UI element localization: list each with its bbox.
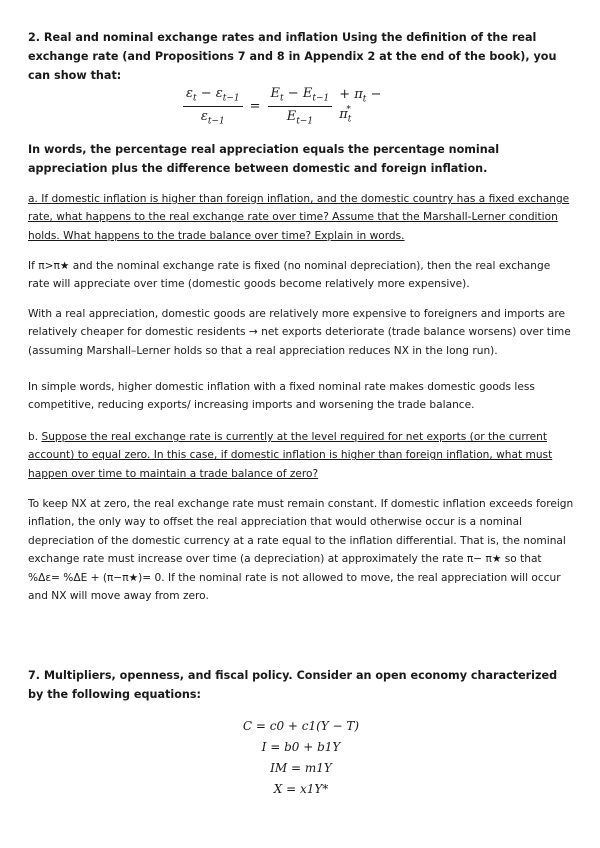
real-exchange-rate-equation: $\frac{\varepsilon_t - \varepsilon_{t-1}}{\varepsilon_{t-1}}$ = $\frac{E_t - E_{t-1}}{E_{t-1}}$ + $\pi_t - \pi_t^*$: [180, 82, 420, 130]
investment-equation: I = b0 + b1Y: [261, 740, 341, 754]
imports-equation: IM = m1Y: [270, 761, 332, 775]
consumption-equation: C = c0 + c1(Y − T): [242, 719, 360, 733]
part-b-question: [28, 428, 574, 483]
exports-equation: X = x1Y*: [273, 782, 329, 796]
part-b-answer: To keep NX at zero, the real exchange rate must remain constant. If domestic inflation exceeds foreign inflation, the only way to offset the real appreciation that would otherwise occur is a nominal depreciation of the domestic currency at a rate equal to the inflation differential. That is, the nominal exchange rate must increase over time (a depreciation) at approximately the rate π− π★ so that %Δε= %ΔE + (π−π★)= 0. If the nominal rate is not allowed to move, the real appreciation will occur and NX will move away from zero.: [28, 498, 574, 603]
question-2-heading: 2. Real and nominal exchange rates and inflation Using the definition of the real exchange rate (and Propositions 7 and 8 in Appendix 2 at the end of the book), you can show that:: [28, 31, 557, 82]
question-7-heading: 7. Multipliers, openness, and fiscal policy. Consider an open economy characterized by the following equations:: [28, 669, 558, 701]
equation-list: [28, 716, 574, 800]
document-page: [28, 28, 574, 796]
in-words-summary: In words, the percentage real appreciation equals the percentage nominal appreciation plus the difference between domestic and foreign inflation.: [28, 143, 500, 175]
part-b-question-text: Suppose the real exchange rate is currently at the level required for net exports (or the current account) to equal zero. In this case, if domestic inflation is higher than foreign inflation, what must happen over time to maintain a trade balance of zero?: [28, 431, 553, 480]
part-b-prefix: b.: [28, 431, 42, 443]
part-a-question: a. If domestic inflation is higher than foreign inflation, and the domestic country has a fixed exchange rate, what happens to the real exchange rate over time? Assume that the Marshall-Lerner condition holds. What happens to the trade balance over time? Explain in words.: [28, 193, 570, 242]
part-a-answer-2: With a real appreciation, domestic goods are relatively more expensive to foreigners and imports are relatively cheaper for domestic residents → net exports deteriorate (trade balance worsens) over time (assuming Marshall–Lerner holds so that a real appreciation reduces NX in the long run).: [28, 308, 571, 357]
part-a-answer-3: In simple words, higher domestic inflation with a fixed nominal rate makes domestic goods less competitive, reducing exports/ increasing imports and worsening the trade balance.: [28, 381, 535, 412]
part-a-answer-1: If π>π★ and the nominal exchange rate is fixed (no nominal depreciation), then the real exchange rate will appreciate over time (domestic goods become relatively more expensive).: [28, 260, 551, 291]
